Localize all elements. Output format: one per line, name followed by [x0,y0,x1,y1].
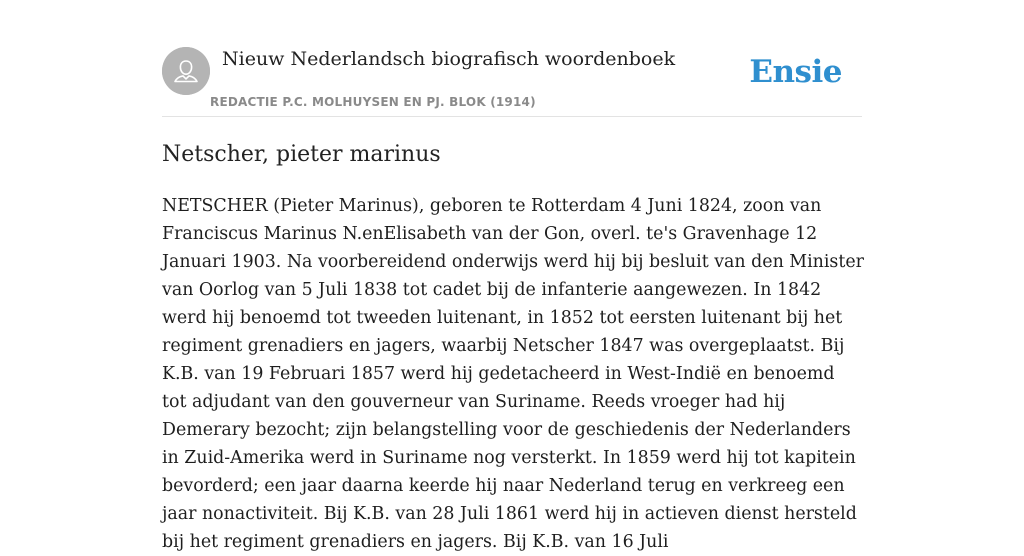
ensie-logo[interactable]: Ensie [749,54,842,90]
source-header [162,46,862,117]
source-editors: REDACTIE P.C. MOLHUYSEN EN PJ. BLOK (1914) [210,95,536,109]
page-title: Netscher, pieter marinus [162,142,441,167]
avatar[interactable] [162,47,210,95]
article-body: NETSCHER (Pieter Marinus), geboren te Rotterdam 4 Juni 1824, zoon van Franciscus Marinus N.enElisabeth van der Gon, overl. te's Gravenhage 12 Januari 1903. Na voorbereidend onderwijs werd hij bij besluit van den Minister van Oorlog van 5 Juli 1838 tot cadet bij de infanterie aangewezen. In 1842 werd hij benoemd tot tweeden luitenant, in 1852 tot eersten luitenant bij het regiment grenadiers en jagers, waarbij Netscher 1847 was overgeplaatst. Bij K.B. van 19 Februari 1857 werd hij gedetacheerd in West-Indië en benoemd tot adjudant van den gouverneur van Suriname. Reeds vroeger had hij Demerary bezocht; zijn belangstelling voor de geschiedenis der Nederlanders in Zuid-Amerika werd in Suriname nog versterkt. In 1859 werd hij tot kapitein bevorderd; een jaar daarna keerde hij naar Nederland terug en verkreeg een jaar nonactiviteit. Bij K.B. van 28 Juli 1861 werd hij in actieven dienst hersteld bij het regiment grenadiers en jagers. Bij K.B. van 16 Juli [162,196,864,552]
user-icon [162,47,210,95]
source-title[interactable]: Nieuw Nederlandsch biografisch woordenboek [222,48,676,70]
